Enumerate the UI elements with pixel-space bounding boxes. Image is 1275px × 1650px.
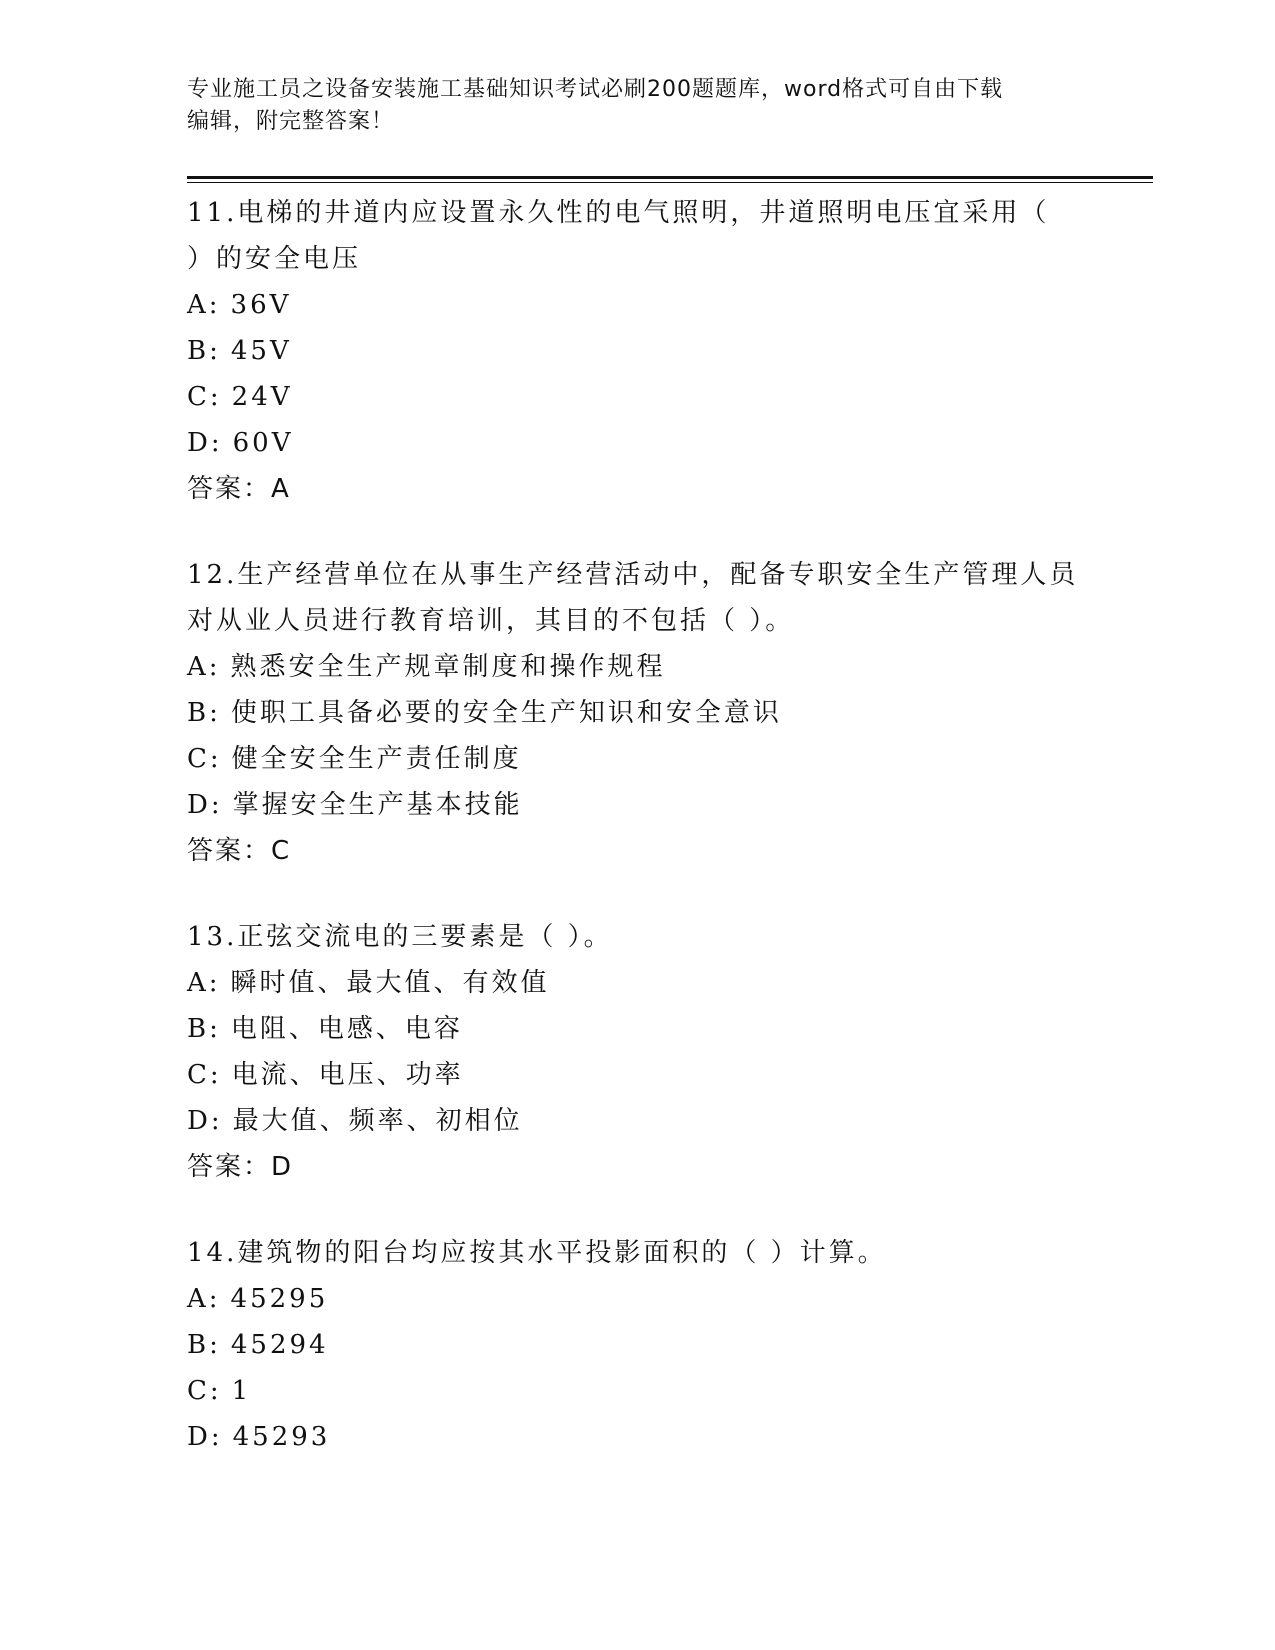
option-a	[187, 644, 1087, 690]
option-letter: A:	[187, 1284, 221, 1314]
option-letter: A:	[187, 652, 221, 682]
question-13	[187, 914, 1087, 1190]
answer-line: 答案：C	[187, 836, 292, 866]
option-text: 60V	[232, 428, 294, 458]
question-stem	[187, 190, 1087, 282]
option-b	[187, 328, 1087, 374]
option-a	[187, 1276, 1087, 1322]
answer-line: 答案：D	[187, 1152, 294, 1182]
option-a	[187, 960, 1087, 1006]
option-text: 熟悉安全生产规章制度和操作规程	[230, 652, 666, 682]
option-letter: C:	[187, 744, 222, 774]
option-letter: C:	[187, 1376, 222, 1406]
option-c	[187, 736, 1087, 782]
stem-line: 12.生产经营单位在从事生产经营活动中，配备专职安全生产管理人员	[187, 560, 1079, 590]
option-text: 电流、电压、功率	[231, 1060, 464, 1090]
option-letter: D:	[187, 1422, 223, 1452]
option-d	[187, 420, 1087, 466]
option-text: 使职工具备必要的安全生产知识和安全意识	[230, 698, 782, 728]
stem-line: ）的安全电压	[187, 244, 362, 274]
option-letter: B:	[187, 698, 221, 728]
option-text: 36V	[230, 290, 292, 320]
option-letter: A:	[187, 968, 221, 998]
option-d	[187, 1098, 1087, 1144]
stem-line: 14.建筑物的阳台均应按其水平投影面积的（ ）计算。	[187, 1238, 887, 1268]
option-letter: D:	[187, 428, 223, 458]
stem-line: 对从业人员进行教育培训，其目的不包括（ ）。	[187, 606, 795, 636]
option-letter: D:	[187, 790, 223, 820]
option-text: 最大值、频率、初相位	[232, 1106, 523, 1136]
option-letter: B:	[187, 336, 221, 366]
question-list	[187, 190, 1087, 1500]
header-line-1: 专业施工员之设备安装施工基础知识考试必刷200题题库，word格式可自由下载	[187, 77, 1004, 102]
answer-line: 答案：A	[187, 474, 291, 504]
option-b	[187, 690, 1087, 736]
option-c	[187, 374, 1087, 420]
option-letter: D:	[187, 1106, 223, 1136]
option-b	[187, 1322, 1087, 1368]
option-d	[187, 1414, 1087, 1460]
stem-line: 11.电梯的井道内应设置永久性的电气照明，井道照明电压宜采用（	[187, 198, 1050, 228]
question-14	[187, 1230, 1087, 1460]
option-text: 24V	[231, 382, 293, 412]
option-letter: B:	[187, 1330, 221, 1360]
option-c	[187, 1052, 1087, 1098]
option-c	[187, 1368, 1087, 1414]
header-divider-thick	[187, 176, 1153, 179]
question-stem	[187, 914, 1087, 960]
option-text: 电阻、电感、电容	[230, 1014, 463, 1044]
option-text: 45294	[230, 1330, 329, 1360]
option-d	[187, 782, 1087, 828]
option-text: 45295	[230, 1284, 329, 1314]
question-stem	[187, 552, 1087, 644]
stem-line: 13.正弦交流电的三要素是（ ）。	[187, 922, 613, 952]
option-a	[187, 282, 1087, 328]
option-letter: B:	[187, 1014, 221, 1044]
option-letter: C:	[187, 382, 222, 412]
document-header	[187, 74, 1067, 138]
option-text: 掌握安全生产基本技能	[232, 790, 523, 820]
option-text: 45293	[232, 1422, 331, 1452]
header-divider-thin	[187, 182, 1153, 183]
option-letter: C:	[187, 1060, 222, 1090]
header-line-2: 编辑，附完整答案！	[187, 109, 395, 134]
question-stem	[187, 1230, 1087, 1276]
option-letter: A:	[187, 290, 221, 320]
option-text: 瞬时值、最大值、有效值	[230, 968, 550, 998]
option-text: 健全安全生产责任制度	[231, 744, 522, 774]
question-11	[187, 190, 1087, 512]
question-12	[187, 552, 1087, 874]
option-b	[187, 1006, 1087, 1052]
option-text: 1	[231, 1376, 252, 1406]
option-text: 45V	[230, 336, 292, 366]
